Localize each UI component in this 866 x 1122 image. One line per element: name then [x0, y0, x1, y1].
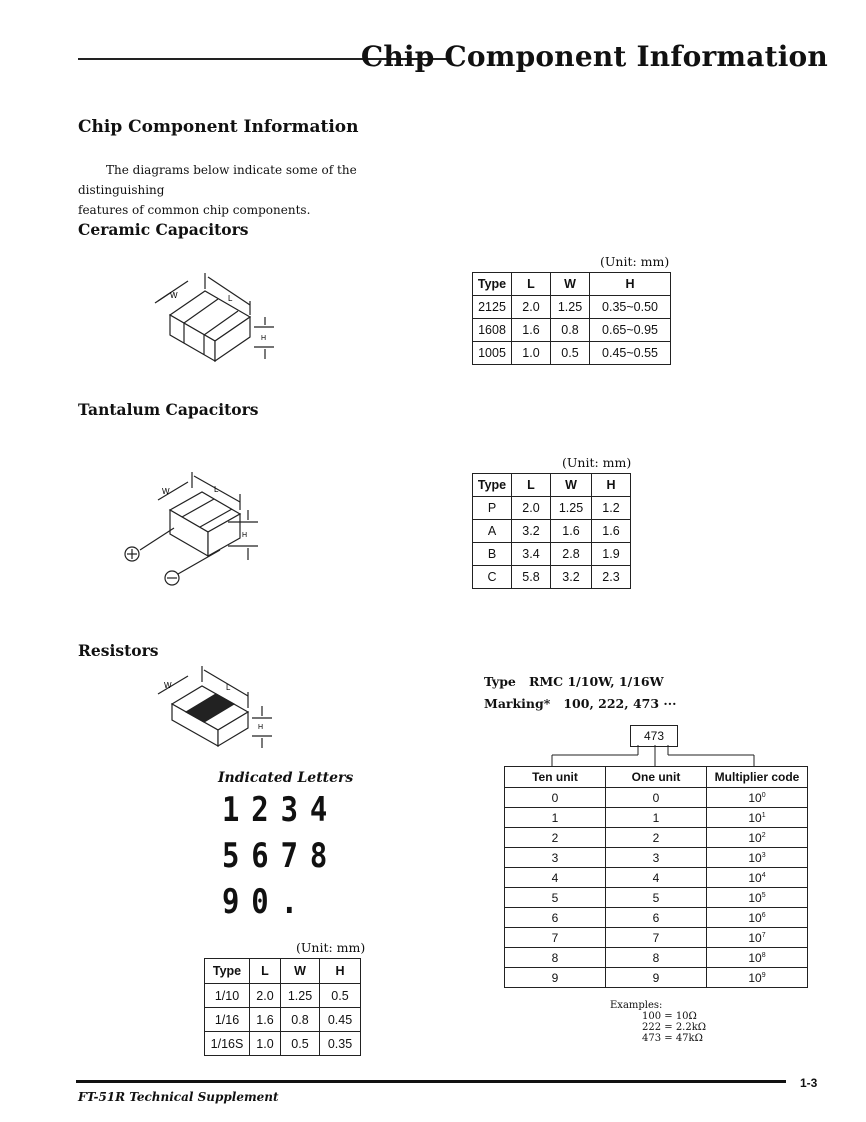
marking-code-value: 473 [643, 729, 665, 743]
indicated-row-1: 1234 [222, 790, 340, 830]
ceramic-header-type: Type [473, 273, 512, 296]
table-cell: 1/16S [205, 1032, 250, 1056]
table-cell: 7 [505, 928, 606, 948]
ceramic-title: Ceramic Capacitors [78, 220, 249, 239]
tantalum-header-w: W [551, 474, 592, 497]
table-cell [707, 848, 808, 868]
ceramic-unit: (Unit: mm) [600, 254, 670, 269]
table-cell: A [473, 520, 512, 543]
table-cell: 1.6 [512, 319, 551, 342]
resistor-l-label: L [226, 683, 231, 692]
tantalum-h-label: H [242, 532, 248, 539]
tantalum-w-label: W [162, 487, 170, 496]
multiplier-exponent: 1 [761, 811, 766, 819]
table-cell: 0.45~0.55 [590, 342, 671, 365]
table-cell: 8 [505, 948, 606, 968]
resistor-header-h: H [320, 959, 361, 984]
table-cell: 3 [505, 848, 606, 868]
table-cell: 2.3 [592, 566, 631, 589]
ceramic-header-w: W [551, 273, 590, 296]
multiplier-base: 10 [748, 870, 762, 885]
resistors-title: Resistors [78, 641, 159, 660]
table-row [205, 984, 361, 1008]
table-row [473, 543, 631, 566]
table-cell: 2 [505, 828, 606, 848]
table-cell: 1/16 [205, 1008, 250, 1032]
table-row [205, 1008, 361, 1032]
table-cell: 1005 [473, 342, 512, 365]
ceramic-w-label: W [170, 291, 178, 300]
table-cell: 0.5 [281, 1032, 320, 1056]
table-row [473, 296, 671, 319]
indicated-row-2: 5678 [222, 836, 340, 876]
indicated-letters-title: Indicated Letters [218, 770, 354, 786]
marking-header-ten: Ten unit [505, 767, 606, 788]
table-row [473, 566, 631, 589]
table-cell: 6 [505, 908, 606, 928]
table-cell: 0.8 [551, 319, 590, 342]
resistor-header-w: W [281, 959, 320, 984]
table-cell: 1/10 [205, 984, 250, 1008]
footer-rule [76, 1080, 786, 1083]
table-cell: 0.35 [320, 1032, 361, 1056]
marking-header-multiplier: Multiplier code [707, 767, 808, 788]
multiplier-exponent: 2 [761, 831, 766, 839]
table-cell: 4 [505, 868, 606, 888]
table-cell: 2 [606, 828, 707, 848]
tantalum-title: Tantalum Capacitors [78, 400, 259, 419]
table-cell: 1.9 [592, 543, 631, 566]
table-cell: C [473, 566, 512, 589]
table-cell: P [473, 497, 512, 520]
multiplier-base: 10 [748, 790, 762, 805]
multiplier-exponent: 5 [761, 891, 766, 899]
table-cell: 0.8 [281, 1008, 320, 1032]
section-title: Chip Component Information [78, 117, 359, 137]
table-cell: 0.35~0.50 [590, 296, 671, 319]
table-row [473, 497, 631, 520]
table-cell [707, 948, 808, 968]
multiplier-base: 10 [748, 930, 762, 945]
ceramic-l-label: L [228, 294, 233, 303]
table-row [505, 948, 808, 968]
page-title: Chip Component Information [360, 40, 828, 73]
table-cell: 3 [606, 848, 707, 868]
table-cell: 0.45 [320, 1008, 361, 1032]
resistor-type-label: Type [484, 674, 516, 689]
intro-line-1: The diagrams below indicate some of the distinguishing [78, 163, 357, 197]
multiplier-base: 10 [748, 950, 762, 965]
table-cell: 0.65~0.95 [590, 319, 671, 342]
multiplier-exponent: 7 [761, 931, 766, 939]
multiplier-base: 10 [748, 970, 762, 985]
table-cell: 4 [606, 868, 707, 888]
marking-header-one: One unit [606, 767, 707, 788]
table-cell: 2.8 [551, 543, 592, 566]
multiplier-base: 10 [748, 810, 762, 825]
ceramic-table [472, 272, 671, 365]
resistor-marking-line [484, 696, 676, 711]
ceramic-header-h: H [590, 273, 671, 296]
resistor-w-label: W [164, 681, 172, 690]
table-cell: 1.25 [281, 984, 320, 1008]
tantalum-header-type: Type [473, 474, 512, 497]
resistor-type-value: RMC 1/10W, 1/16W [528, 674, 664, 689]
table-cell [707, 788, 808, 808]
table-cell: B [473, 543, 512, 566]
resistor-header-l: L [250, 959, 281, 984]
example-item: 222 = 2.2kΩ [642, 1022, 707, 1033]
resistor-header-type: Type [205, 959, 250, 984]
tantalum-capacitor-diagram [122, 470, 282, 600]
example-item: 100 = 10Ω [642, 1011, 697, 1022]
table-row [505, 848, 808, 868]
table-cell [707, 928, 808, 948]
ceramic-header-l: L [512, 273, 551, 296]
multiplier-exponent: 4 [761, 871, 766, 879]
intro-paragraph [78, 160, 438, 220]
table-row [205, 1032, 361, 1056]
table-cell: 2.0 [512, 296, 551, 319]
table-row [473, 342, 671, 365]
table-cell: 0 [505, 788, 606, 808]
resistor-marking-label: Marking* [484, 696, 551, 711]
table-row [505, 908, 808, 928]
table-row [505, 788, 808, 808]
table-cell: 1.2 [592, 497, 631, 520]
table-row [505, 868, 808, 888]
indicated-row-3: 90. [222, 882, 310, 922]
multiplier-exponent: 3 [761, 851, 766, 859]
table-cell: 0 [606, 788, 707, 808]
tantalum-l-label: L [214, 485, 219, 494]
table-cell [707, 968, 808, 988]
table-cell: 5 [606, 888, 707, 908]
table-cell: 1.0 [512, 342, 551, 365]
table-cell: 1.25 [551, 497, 592, 520]
multiplier-base: 10 [748, 910, 762, 925]
table-row [505, 968, 808, 988]
table-cell [707, 908, 808, 928]
multiplier-base: 10 [748, 890, 762, 905]
example-item: 473 = 47kΩ [642, 1033, 703, 1044]
examples-title: Examples: [610, 1000, 663, 1011]
tantalum-header-h: H [592, 474, 631, 497]
marking-table [504, 766, 808, 988]
table-cell: 0.5 [320, 984, 361, 1008]
table-cell: 3.2 [551, 566, 592, 589]
examples-block [610, 1000, 706, 1044]
multiplier-exponent: 8 [761, 951, 766, 959]
multiplier-base: 10 [748, 830, 762, 845]
table-cell: 9 [505, 968, 606, 988]
table-cell: 1.6 [592, 520, 631, 543]
intro-line-2: features of common chip components. [78, 203, 311, 217]
table-row [505, 888, 808, 908]
resistor-type-line [484, 674, 664, 689]
table-cell: 1.6 [551, 520, 592, 543]
table-cell [707, 808, 808, 828]
table-cell: 0.5 [551, 342, 590, 365]
table-cell: 2.0 [250, 984, 281, 1008]
multiplier-exponent: 9 [761, 971, 766, 979]
table-cell: 1 [505, 808, 606, 828]
table-cell: 6 [606, 908, 707, 928]
multiplier-exponent: 0 [761, 791, 766, 799]
resistor-unit: (Unit: mm) [296, 940, 366, 955]
table-cell: 1.0 [250, 1032, 281, 1056]
table-row [505, 928, 808, 948]
table-row [505, 828, 808, 848]
table-cell: 1.25 [551, 296, 590, 319]
table-cell: 1.6 [250, 1008, 281, 1032]
table-cell [707, 868, 808, 888]
ceramic-h-label: H [261, 335, 267, 342]
table-cell: 9 [606, 968, 707, 988]
resistor-diagram [152, 662, 282, 752]
resistor-h-label: H [258, 724, 264, 731]
multiplier-exponent: 6 [761, 911, 766, 919]
table-cell [707, 888, 808, 908]
table-cell: 5.8 [512, 566, 551, 589]
resistor-marking-value: 100, 222, 473 ··· [563, 696, 677, 711]
table-cell: 2.0 [512, 497, 551, 520]
page-number: 1-3 [800, 1076, 818, 1090]
table-cell [707, 828, 808, 848]
table-cell: 1608 [473, 319, 512, 342]
table-row [473, 319, 671, 342]
footer-text: FT-51R Technical Supplement [78, 1090, 279, 1104]
marking-code-box [630, 725, 678, 747]
table-cell: 3.2 [512, 520, 551, 543]
resistor-table [204, 958, 361, 1056]
multiplier-base: 10 [748, 850, 762, 865]
table-row [473, 520, 631, 543]
tantalum-unit: (Unit: mm) [562, 455, 632, 470]
table-cell: 7 [606, 928, 707, 948]
table-cell: 1 [606, 808, 707, 828]
table-cell: 2125 [473, 296, 512, 319]
table-cell: 8 [606, 948, 707, 968]
tantalum-table [472, 473, 631, 589]
table-row [505, 808, 808, 828]
table-cell: 3.4 [512, 543, 551, 566]
tantalum-header-l: L [512, 474, 551, 497]
table-cell: 5 [505, 888, 606, 908]
ceramic-capacitor-diagram [150, 265, 290, 375]
